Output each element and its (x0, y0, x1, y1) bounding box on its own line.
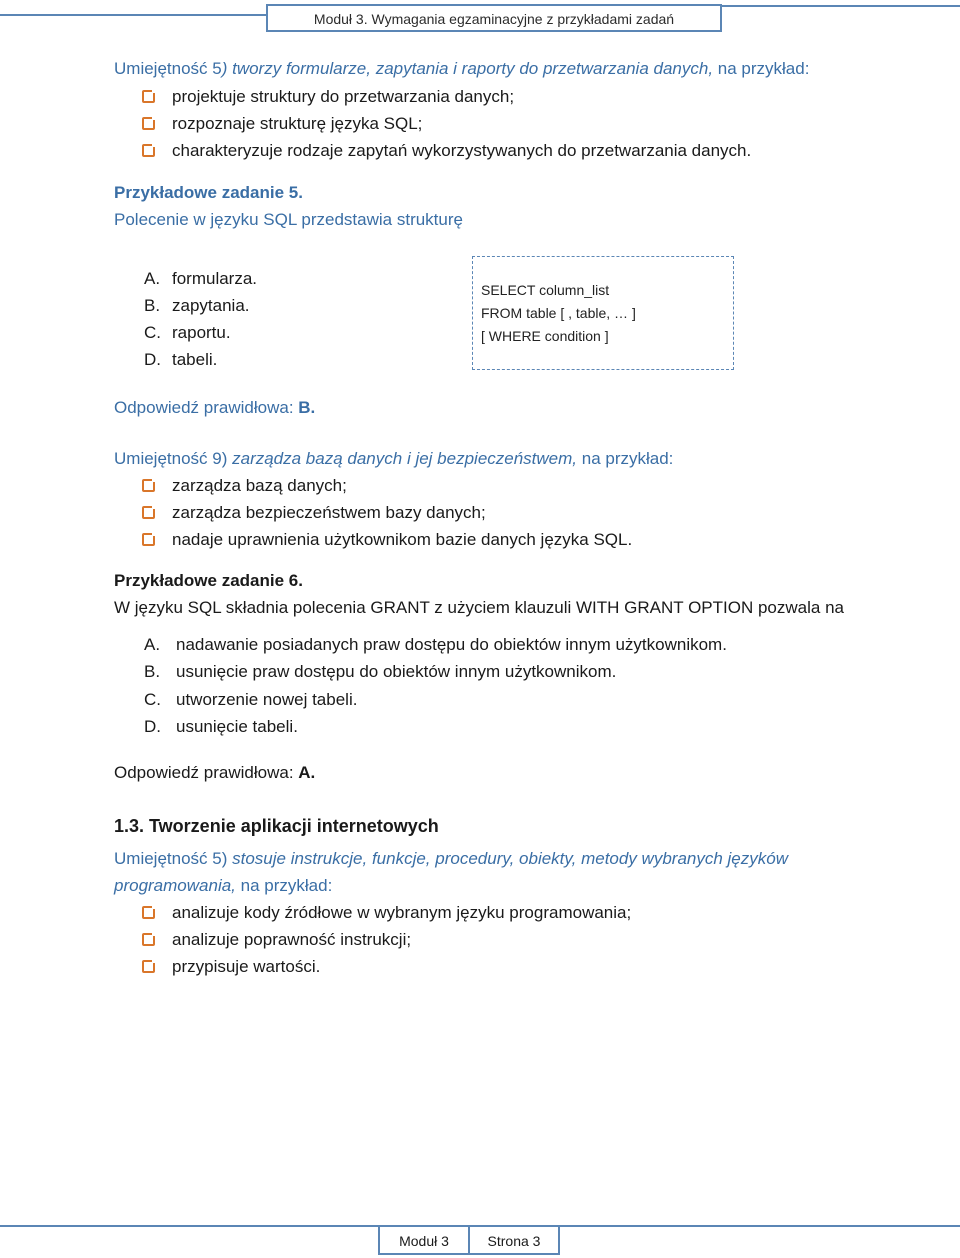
section-heading: 1.3. Tworzenie aplikacji internetowych (114, 816, 439, 836)
list-item: analizuje kody źródłowe w wybranym języku programowania; (142, 902, 631, 924)
task5-question: Polecenie w języku SQL przedstawia strukturę (114, 210, 463, 229)
header-rule-left (0, 14, 266, 16)
sql-line: FROM table [ , table, … ] (481, 305, 636, 321)
header-title: Moduł 3. Wymagania egzaminacyjne z przykładami zadań (266, 4, 722, 32)
skill5b-heading-cont: programowania, na przykład: (114, 876, 333, 895)
task5-option-c: C. raportu. (144, 323, 231, 342)
list-item: projektuje struktury do przetwarzania danych; (142, 86, 514, 108)
task6-answer: Odpowiedź prawidłowa: A. (114, 763, 316, 782)
task5-title: Przykładowe zadanie 5. (114, 183, 303, 202)
task5-option-d: D. tabeli. (144, 350, 218, 369)
task6-option-a: A. nadawanie posiadanych praw dostępu do obiektów innym użytkownikom. (144, 635, 727, 654)
skill5b-heading: Umiejętność 5) stosuje instrukcje, funkcje, procedury, obiekty, metody wybranych języków (114, 849, 788, 868)
footer-rule-left (0, 1225, 378, 1227)
task5-option-a: A. formularza. (144, 269, 258, 288)
list-item: zarządza bazą danych; (142, 475, 347, 497)
list-item: nadaje uprawnienia użytkownikom bazie danych języka SQL. (142, 529, 632, 551)
skill5a-heading: Umiejętność 5) tworzy formularze, zapytania i raporty do przetwarzania danych, na przykład: (114, 59, 810, 78)
checkbox-icon (142, 933, 155, 946)
header-rule-right (722, 5, 960, 7)
task6-option-d: D. usunięcie tabeli. (144, 717, 298, 736)
checkbox-icon (142, 906, 155, 919)
skill9-heading: Umiejętność 9) zarządza bazą danych i jej bezpieczeństwem, na przykład: (114, 449, 674, 468)
checkbox-icon (142, 117, 155, 130)
list-item: przypisuje wartości. (142, 956, 320, 978)
task6-title: Przykładowe zadanie 6. (114, 571, 303, 590)
checkbox-icon (142, 506, 155, 519)
sql-code-box (472, 256, 734, 370)
task5-option-b: B. zapytania. (144, 296, 250, 315)
checkbox-icon (142, 533, 155, 546)
task6-option-c: C. utworzenie nowej tabeli. (144, 690, 358, 709)
sql-line: SELECT column_list (481, 282, 610, 298)
list-item: zarządza bezpieczeństwem bazy danych; (142, 502, 486, 524)
task5-answer: Odpowiedź prawidłowa: B. (114, 398, 316, 417)
task6-option-b: B. usunięcie praw dostępu do obiektów innym użytkownikom. (144, 662, 617, 681)
checkbox-icon (142, 960, 155, 973)
list-item: rozpoznaje strukturę języka SQL; (142, 113, 422, 135)
footer-module: Moduł 3 (378, 1225, 470, 1255)
footer-page-number: Strona 3 (470, 1225, 560, 1255)
list-item: charakteryzuje rodzaje zapytań wykorzystywanych do przetwarzania danych. (142, 140, 751, 162)
footer-rule-right (560, 1225, 960, 1227)
task6-question: W języku SQL składnia polecenia GRANT z użyciem klauzuli WITH GRANT OPTION pozwala na (114, 598, 844, 617)
sql-line: [ WHERE condition ] (481, 328, 609, 344)
checkbox-icon (142, 144, 155, 157)
checkbox-icon (142, 479, 155, 492)
list-item: analizuje poprawność instrukcji; (142, 929, 411, 951)
checkbox-icon (142, 90, 155, 103)
